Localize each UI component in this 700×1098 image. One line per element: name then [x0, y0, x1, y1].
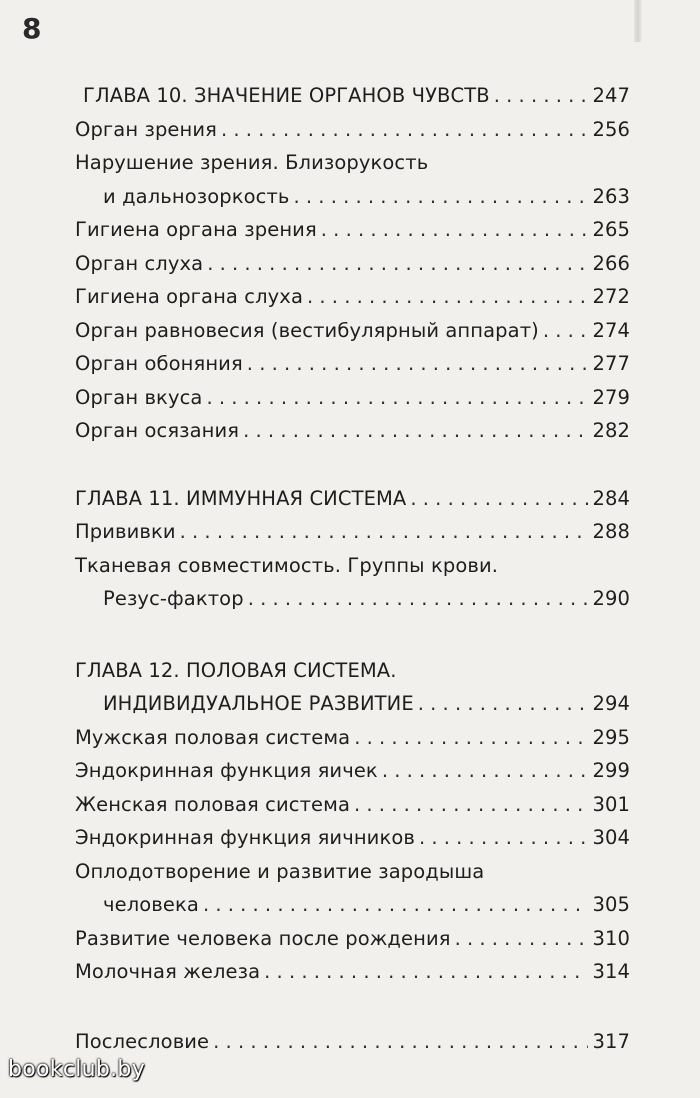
entry-title: Эндокринная функция яичек	[75, 759, 378, 782]
entry-title: Орган осязания	[75, 419, 240, 442]
dot-leader	[307, 287, 588, 307]
dot-leader	[321, 220, 589, 240]
toc-entry	[75, 948, 630, 982]
page-ref: 266	[592, 251, 630, 275]
dot-leader	[248, 589, 589, 609]
page-ref: 288	[592, 520, 630, 543]
toc-entry	[75, 881, 630, 915]
toc-afterword	[75, 1018, 630, 1052]
entry-title: Послесловие	[75, 1029, 210, 1053]
table-of-contents	[75, 72, 630, 1051]
toc-entry	[75, 781, 630, 815]
toc-entry	[75, 307, 630, 341]
entry-title: Прививки	[75, 520, 176, 543]
dot-leader	[294, 187, 589, 207]
dot-leader	[543, 321, 589, 341]
page-ref: 310	[592, 926, 630, 950]
page-ref: 290	[592, 587, 630, 610]
page-ref: 272	[592, 285, 630, 308]
entry-title: Мужская половая система	[75, 725, 351, 749]
toc-entry	[75, 714, 630, 748]
dot-leader	[419, 828, 589, 848]
toc-entry	[75, 374, 630, 408]
entry-title: Гигиена органа зрения	[75, 218, 317, 241]
entry-title: Орган равновесия (вестибулярный аппарат)	[75, 318, 539, 342]
toc-entry	[75, 407, 630, 441]
entry-title: Развитие человека после рождения	[75, 926, 451, 950]
page-ref: 294	[592, 692, 630, 715]
dot-leader	[354, 728, 588, 748]
toc-entry	[75, 814, 630, 848]
toc-entry	[75, 273, 630, 307]
page-ref: 295	[592, 725, 630, 749]
section-gap	[75, 441, 630, 475]
page-ref: 277	[592, 352, 630, 375]
dot-leader	[221, 120, 589, 140]
page-ref: 317	[592, 1029, 630, 1053]
toc-entry	[75, 106, 630, 140]
dot-leader	[207, 254, 588, 274]
entry-title-line1: Тканевая совместимость. Группы крови.	[75, 553, 499, 577]
entry-title: Женская половая система	[75, 792, 351, 816]
toc-chapter-12-line	[75, 647, 630, 681]
toc-entry	[75, 173, 630, 207]
toc-chapter-10	[83, 72, 630, 106]
section-gap	[75, 982, 630, 1018]
chapter-title-line1: ГЛАВА 12. ПОЛОВАЯ СИСТЕМА.	[75, 658, 397, 682]
dot-leader	[213, 1032, 588, 1052]
page-ref: 301	[592, 792, 630, 816]
toc-entry	[75, 575, 630, 609]
entry-title: Эндокринная функция яичников	[75, 826, 415, 849]
page-ref: 304	[592, 826, 630, 849]
dot-leader	[410, 489, 588, 509]
toc-entry	[75, 340, 630, 374]
dot-leader	[264, 962, 588, 982]
entry-title: Орган вкуса	[75, 385, 203, 409]
toc-entry	[75, 508, 630, 542]
page-ref: 299	[592, 759, 630, 782]
page-ref: 265	[592, 218, 630, 241]
page-edge-shadow	[634, 0, 642, 42]
toc-entry	[75, 747, 630, 781]
dot-leader	[243, 421, 588, 441]
toc-chapter-12	[75, 680, 630, 714]
dot-leader	[455, 929, 589, 949]
watermark: bookclub.by	[8, 1057, 146, 1082]
dot-leader	[494, 86, 589, 106]
page-number: 8	[22, 12, 42, 45]
page-ref: 314	[592, 960, 630, 983]
entry-title-line1: Нарушение зрения. Близорукость	[75, 151, 429, 174]
entry-title: Гигиена органа слуха	[75, 285, 303, 308]
chapter-title: ГЛАВА 11. ИММУННАЯ СИСТЕМА	[75, 486, 407, 510]
toc-entry-line	[75, 542, 630, 576]
chapter-title: ИНДИВИДУАЛЬНОЕ РАЗВИТИЕ	[103, 692, 414, 715]
entry-title: Молочная железа	[75, 960, 261, 983]
page-ref: 279	[592, 385, 630, 409]
toc-entry-line	[75, 848, 630, 882]
entry-title: Орган зрения	[75, 117, 217, 141]
page-ref: 263	[592, 184, 630, 208]
toc-entry	[75, 915, 630, 949]
entry-title: и дальнозоркость	[103, 184, 290, 208]
entry-title: Резус-фактор	[103, 587, 244, 610]
section-gap	[75, 609, 630, 647]
entry-title: Орган обоняния	[75, 352, 243, 375]
chapter-title: ГЛАВА 10. ЗНАЧЕНИЕ ОРГАНОВ ЧУВСТВ	[83, 84, 490, 107]
page-ref: 256	[592, 117, 630, 141]
dot-leader	[203, 895, 589, 915]
toc-entry	[75, 206, 630, 240]
dot-leader	[206, 388, 588, 408]
page-ref: 284	[592, 486, 630, 510]
toc-entry	[75, 240, 630, 274]
dot-leader	[180, 522, 589, 542]
page-ref: 305	[592, 893, 630, 916]
page-ref: 247	[592, 84, 630, 107]
dot-leader	[354, 795, 588, 815]
entry-title: Орган слуха	[75, 251, 204, 275]
dot-leader	[418, 694, 589, 714]
page-ref: 274	[592, 318, 630, 342]
entry-title: человека	[103, 893, 199, 916]
dot-leader	[247, 354, 589, 374]
toc-entry-line	[75, 139, 630, 173]
toc-chapter-11	[75, 475, 630, 509]
entry-title-line1: Оплодотворение и развитие зародыша	[75, 859, 485, 883]
dot-leader	[382, 761, 589, 781]
page-ref: 282	[592, 419, 630, 442]
